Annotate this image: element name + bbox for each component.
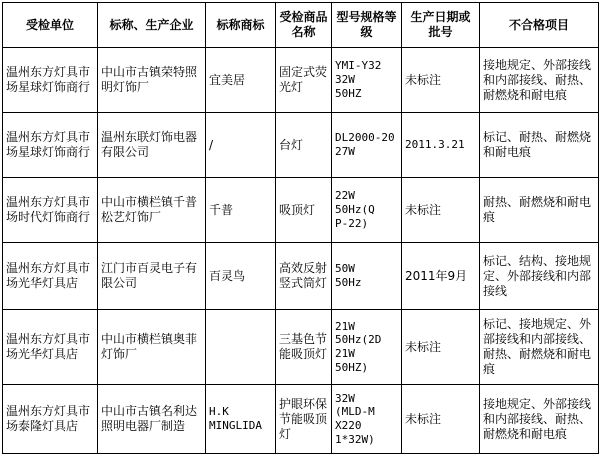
cell-production-date: 未标注 <box>402 385 480 454</box>
cell-product-name: 吸顶灯 <box>276 178 332 243</box>
cell-product-name: 台灯 <box>276 113 332 178</box>
table-row <box>3 113 599 178</box>
report-table-container <box>2 2 598 446</box>
cell-trademark: 千普 <box>206 178 276 243</box>
header-inspected-unit: 受检单位 <box>3 3 98 48</box>
cell-model-spec: DL2000-20 27W <box>332 113 402 178</box>
header-product-name: 受检商品名称 <box>276 3 332 48</box>
cell-inspected-unit: 温州东方灯具市场时代灯饰商行 <box>3 178 98 243</box>
cell-trademark: H.K MINGLIDA <box>206 385 276 454</box>
header-trademark: 标称商标 <box>206 3 276 48</box>
header-defects: 不合格项目 <box>480 3 599 48</box>
cell-product-name: 三基色节能吸顶灯 <box>276 310 332 385</box>
cell-production-date: 未标注 <box>402 310 480 385</box>
cell-inspected-unit: 温州东方灯具市场泰隆灯具店 <box>3 385 98 454</box>
cell-product-name: 固定式荧光灯 <box>276 48 332 113</box>
cell-producer: 江门市百灵电子有限公司 <box>98 243 206 310</box>
cell-producer: 中山市古镇名利达照明电器厂制造 <box>98 385 206 454</box>
cell-inspected-unit: 温州东方灯具市场星球灯饰商行 <box>3 48 98 113</box>
header-model-spec: 型号规格等级 <box>332 3 402 48</box>
cell-inspected-unit: 温州东方灯具市场星球灯饰商行 <box>3 113 98 178</box>
cell-product-name: 护眼环保节能吸顶灯 <box>276 385 332 454</box>
table-row <box>3 385 599 454</box>
cell-production-date: 2011年9月 <box>402 243 480 310</box>
table-row <box>3 310 599 385</box>
table-row <box>3 48 599 113</box>
cell-producer: 中山市横栏镇奥菲灯饰厂 <box>98 310 206 385</box>
cell-production-date: 2011.3.21 <box>402 113 480 178</box>
cell-defects: 标记、耐热、耐燃烧和耐电痕 <box>480 113 599 178</box>
cell-defects: 接地规定、外部接线和内部接线、耐热、耐燃烧和耐电痕 <box>480 385 599 454</box>
cell-producer: 温州东联灯饰电器有限公司 <box>98 113 206 178</box>
cell-production-date: 未标注 <box>402 48 480 113</box>
cell-defects: 标记、结构、接地规定、外部接线和内部接线 <box>480 243 599 310</box>
cell-trademark: / <box>206 113 276 178</box>
cell-model-spec: 32W (MLD-M X220 1*32W) <box>332 385 402 454</box>
cell-trademark: 百灵鸟 <box>206 243 276 310</box>
cell-model-spec: 22W 50Hz(Q P-22) <box>332 178 402 243</box>
header-producer: 标称、生产企业 <box>98 3 206 48</box>
table-row <box>3 243 599 310</box>
cell-production-date: 未标注 <box>402 178 480 243</box>
cell-inspected-unit: 温州东方灯具市场光华灯具店 <box>3 310 98 385</box>
header-production-date: 生产日期或批号 <box>402 3 480 48</box>
cell-producer: 中山市横栏镇千普松艺灯饰厂 <box>98 178 206 243</box>
cell-product-name: 高效反射竖式筒灯 <box>276 243 332 310</box>
cell-defects: 接地规定、外部接线和内部接线、耐热、耐燃烧和耐电痕 <box>480 48 599 113</box>
cell-model-spec: 21W 50Hz(2D 21W 50HZ) <box>332 310 402 385</box>
cell-inspected-unit: 温州东方灯具市场光华灯具店 <box>3 243 98 310</box>
cell-defects: 标记、接地规定、外部接线和内部接线、耐热、耐燃烧和耐电痕 <box>480 310 599 385</box>
cell-model-spec: YMI-Y32 32W 50HZ <box>332 48 402 113</box>
cell-producer: 中山市古镇荣特照明灯饰厂 <box>98 48 206 113</box>
cell-trademark <box>206 310 276 385</box>
table-row <box>3 178 599 243</box>
cell-model-spec: 50W 50Hz <box>332 243 402 310</box>
cell-trademark: 宜美居 <box>206 48 276 113</box>
cell-defects: 耐热、耐燃烧和耐电痕 <box>480 178 599 243</box>
inspection-results-table <box>2 2 599 454</box>
table-header-row <box>3 3 599 48</box>
